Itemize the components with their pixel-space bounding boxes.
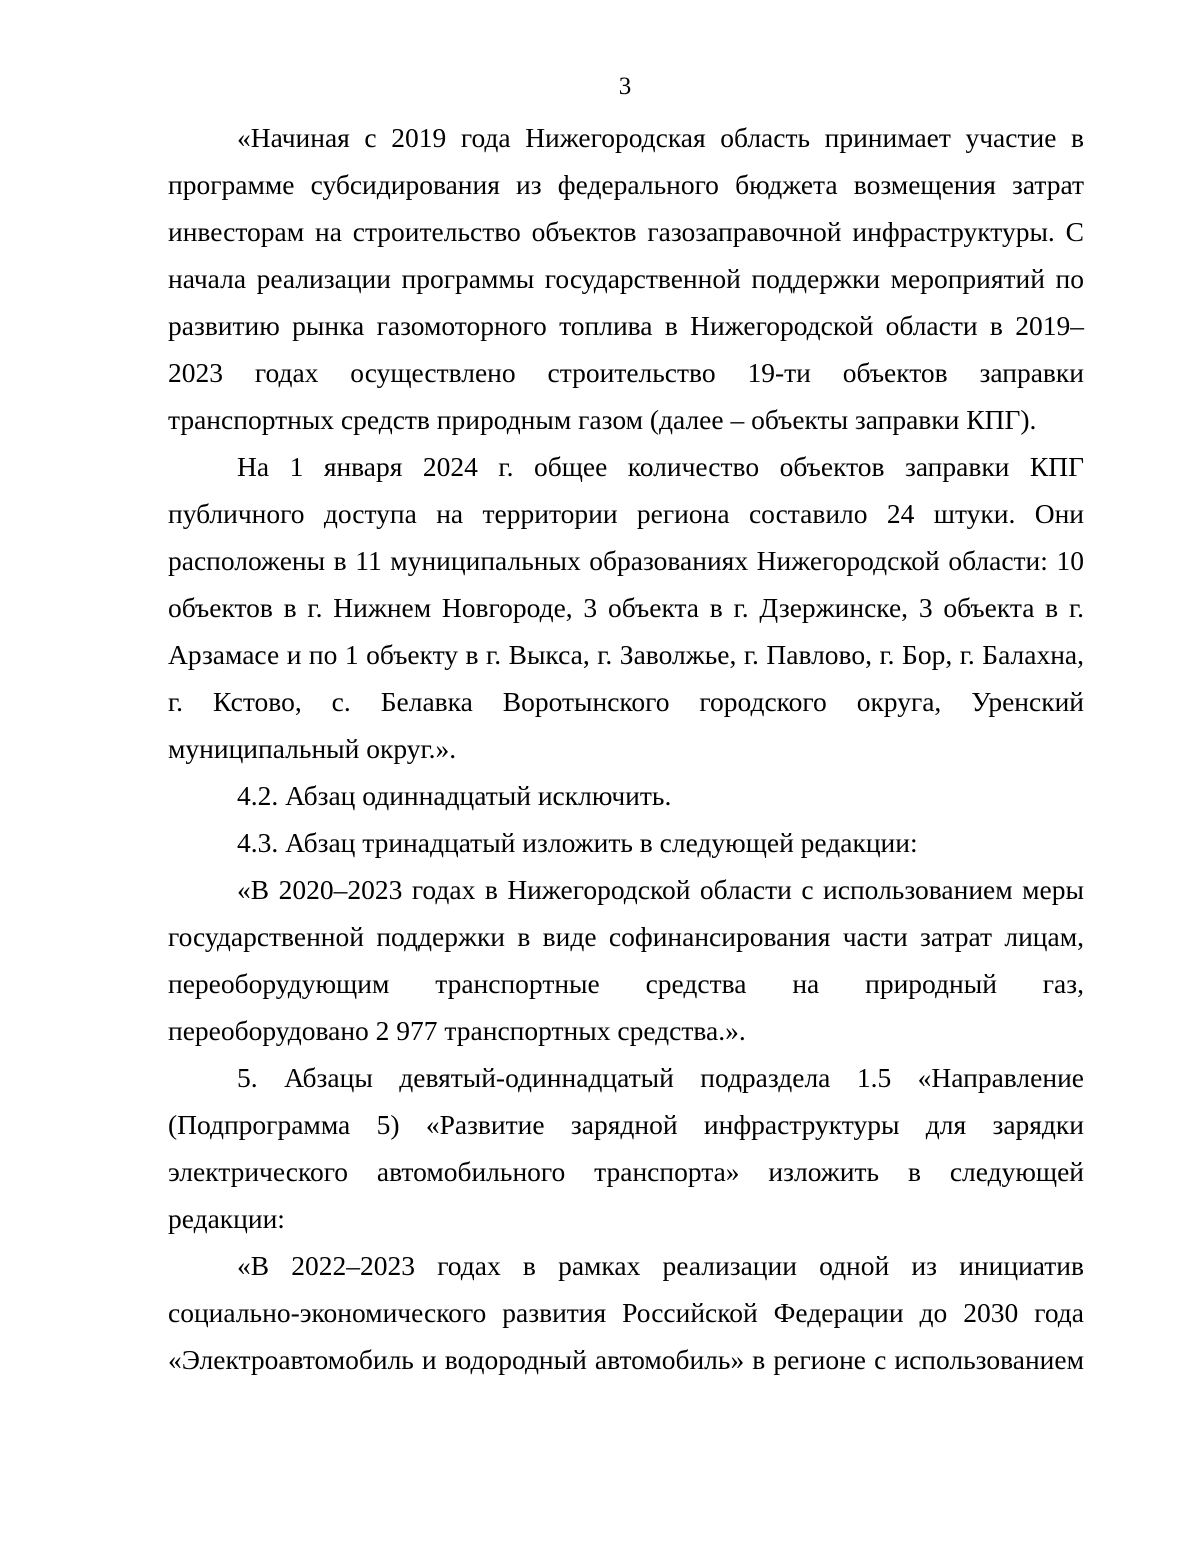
paragraph-electric-vehicles: «В 2022–2023 годах в рамках реализации одной из инициатив социально-экономического развития Российской Федерации до 2030 года «Электроавтомобиль и водородный автомобиль» в регионе с использованием: [168, 1250, 1084, 1375]
paragraph-item-4-2: 4.2. Абзац одиннадцатый исключить.: [237, 780, 672, 811]
paragraph-gas-infrastructure: «Начиная с 2019 года Нижегородская область принимает участие в программе субсидирования из федерального бюджета возмещения затрат инвесторам на строительство объектов газозаправочной инфраструктуры. С начала реализации программы государственной поддержки мероприятий по развитию рынка газомоторного топлива в Нижегородской области в 2019–2023 годах осуществлено строительство 19-ти объектов заправки транспортных средств природным газом (далее – объекты заправки КПГ).: [168, 122, 1084, 435]
paragraph-cng-stations-count: На 1 января 2024 г. общее количество объектов заправки КПГ публичного доступа на территории региона составило 24 штуки. Они расположены в 11 муниципальных образованиях Нижегородской области: 10 объектов в г. Нижнем Новгороде, 3 объекта в г. Дзержинске, 3 объекта в г. Арзамасе и по 1 объекту в г. Выкса, г. Заволжье, г. Павлово, г. Бор, г. Балахна, г. Кстово, с. Белавка Воротынского городского округа, Уренский муниципальный округ.».: [168, 451, 1084, 764]
paragraph-vehicle-conversion: «В 2020–2023 годах в Нижегородской области с использованием меры государственной поддержки в виде софинансирования части затрат лицам, переоборудующим транспортные средства на природный газ, переоборудовано 2 977 транспортных средства.».: [168, 874, 1084, 1046]
paragraph-item-4-3: 4.3. Абзац тринадцатый изложить в следующей редакции:: [237, 827, 918, 858]
paragraph-item-5: 5. Абзацы девятый-одиннадцатый подраздела 1.5 «Направление (Подпрограмма 5) «Развитие зарядной инфраструктуры для зарядки электрического автомобильного транспорта» изложить в следующей редакции:: [168, 1062, 1084, 1234]
page-number: 3: [618, 73, 632, 100]
document-body: [168, 114, 1084, 1383]
